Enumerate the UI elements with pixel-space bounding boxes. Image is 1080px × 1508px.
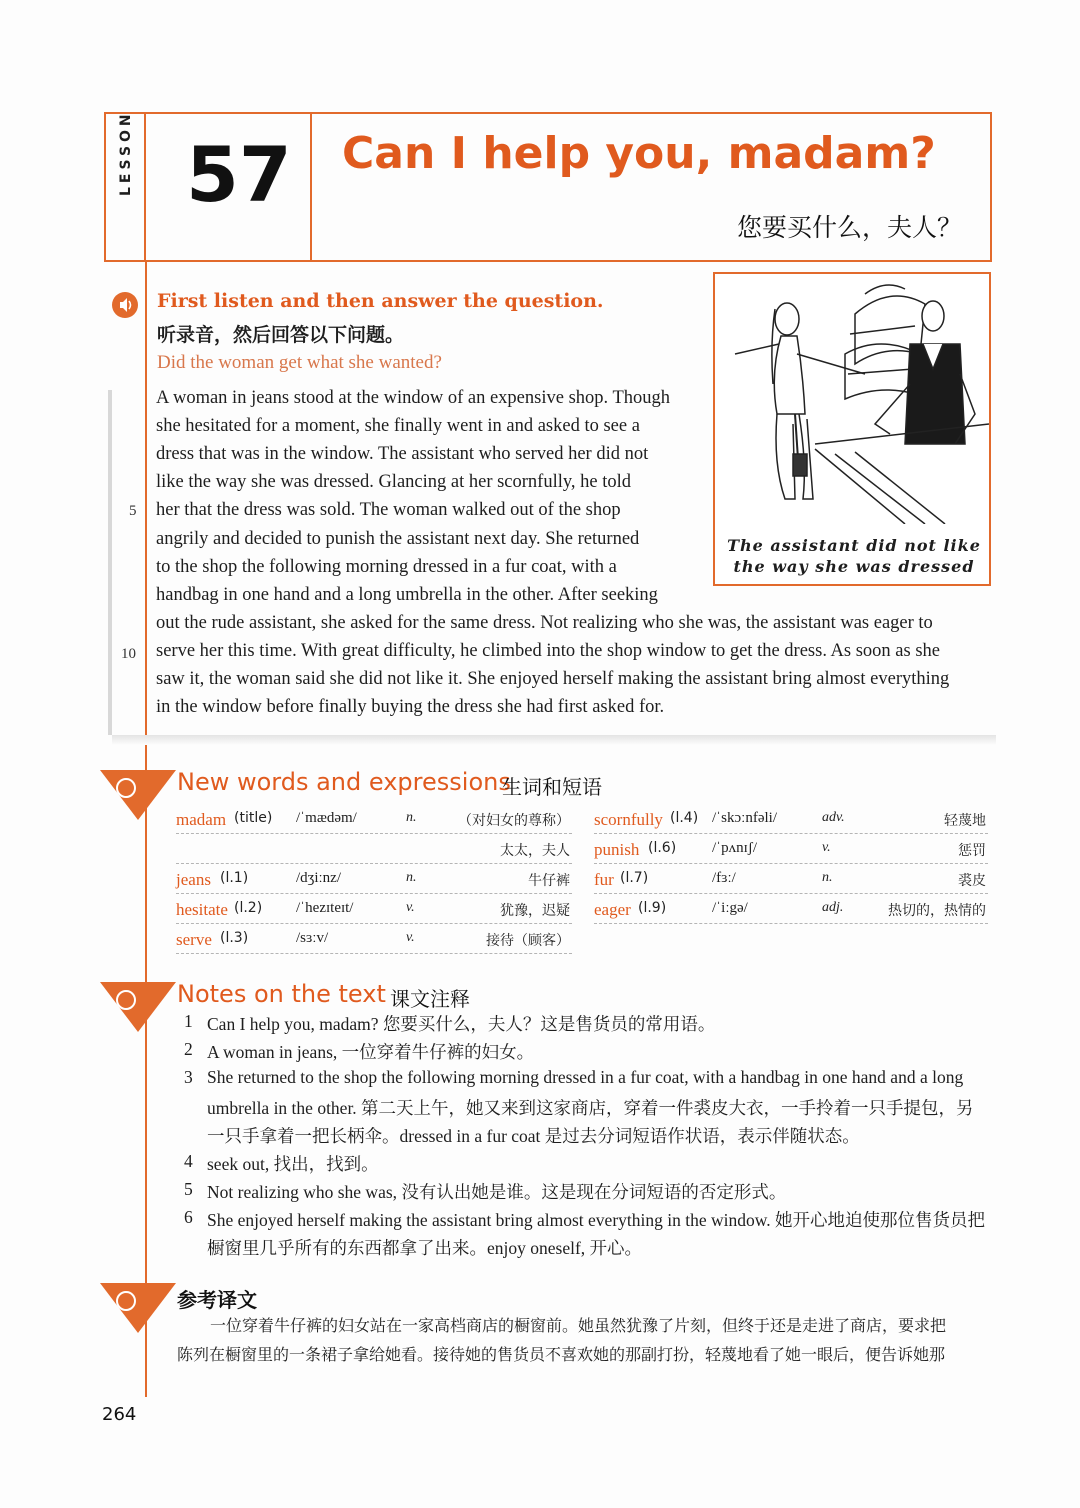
note-line: She returned to the shop the following morning dressed in a fur coat, with a handbag in one hand and a long bbox=[207, 1067, 964, 1087]
note-line: Not realizing who she was, 没有认出她是谁。这是现在分词短语的否定形式。 bbox=[207, 1182, 787, 1202]
cartoon-drawing bbox=[715, 274, 989, 524]
passage-line: A woman in jeans stood at the window of an expensive shop. Though bbox=[156, 388, 670, 408]
vocab-meaning: 犹豫，迟疑 bbox=[500, 903, 570, 919]
passage-line: to the shop the following morning dressed in a fur coat, with a bbox=[156, 557, 617, 577]
passage-line: she hesitated for a moment, she finally went in and asked to see a bbox=[156, 416, 640, 436]
passage-line: dress that was in the window. The assistant who served her did not bbox=[156, 444, 649, 464]
passage-line: handbag in one hand and a long umbrella in the other. After seeking bbox=[156, 585, 658, 605]
vocab-location: (l.7) bbox=[620, 870, 649, 886]
vocab-location: (l.3) bbox=[220, 930, 249, 946]
section-marker bbox=[100, 770, 176, 820]
vocab-location: (l.4) bbox=[670, 810, 699, 826]
passage-line: serve her this time. With great difficulty, he climbed into the shop window to get the dress. As soon as she bbox=[156, 641, 941, 661]
note-number: 2 bbox=[184, 1039, 193, 1059]
note-number: 6 bbox=[184, 1207, 193, 1227]
pen-icon bbox=[116, 990, 136, 1010]
line-number: 10 bbox=[121, 646, 136, 662]
vocab-word: fur bbox=[594, 870, 614, 889]
listen-instruction: First listen and then answer the question. bbox=[157, 290, 604, 312]
vocab-row bbox=[594, 896, 988, 924]
vocab-word: serve bbox=[176, 930, 212, 949]
note-line: A woman in jeans, 一位穿着牛仔裤的妇女。 bbox=[207, 1042, 535, 1062]
vocab-pos: adv. bbox=[822, 810, 845, 825]
vocab-location: (l.6) bbox=[648, 840, 677, 856]
passage-line: angrily and decided to punish the assistant next day. She returned bbox=[156, 529, 640, 549]
translation-line: 一位穿着牛仔裤的妇女站在一家高档商店的橱窗前。她虽然犹豫了片刻，但终于还是走进了商店，要求把 bbox=[210, 1316, 947, 1335]
vocab-pron: /ˈskɔːnfəli/ bbox=[712, 810, 777, 826]
vocab-heading-cn: 生词和短语 bbox=[502, 775, 602, 799]
notes-heading-cn: 课文注释 bbox=[390, 987, 470, 1011]
vocab-word: hesitate bbox=[176, 900, 228, 919]
listen-instruction-cn: 听录音，然后回答以下问题。 bbox=[157, 324, 405, 346]
section-marker bbox=[100, 982, 176, 1032]
lesson-label: LESSON bbox=[118, 110, 134, 196]
vocab-location: (title) bbox=[234, 810, 273, 826]
lightbulb-icon bbox=[116, 778, 136, 798]
note-line: Can I help you, madam? 您要买什么，夫人？这是售货员的常用语。 bbox=[207, 1014, 716, 1034]
vocab-row bbox=[176, 926, 572, 954]
vocab-pron: /dʒiːnz/ bbox=[296, 870, 341, 886]
line-number: 5 bbox=[129, 503, 137, 519]
note-number: 4 bbox=[184, 1151, 193, 1171]
vocab-heading: New words and expressions bbox=[177, 768, 511, 796]
margin-rule bbox=[145, 262, 147, 1397]
vocab-row bbox=[176, 806, 572, 834]
note-number: 1 bbox=[184, 1011, 193, 1031]
passage-line: like the way she was dressed. Glancing at her scornfully, he told bbox=[156, 472, 632, 492]
vocab-meaning: 太太，夫人 bbox=[500, 843, 570, 859]
note-line: 橱窗里几乎所有的东西都拿了出来。enjoy oneself, 开心。 bbox=[207, 1238, 643, 1258]
vocab-meaning: 牛仔裤 bbox=[528, 873, 570, 889]
vocab-meaning: 接待（顾客） bbox=[486, 933, 570, 949]
section-marker bbox=[100, 1283, 176, 1333]
pen-icon bbox=[116, 1291, 136, 1311]
vocab-word: jeans bbox=[176, 870, 211, 889]
passage-line: out the rude assistant, she asked for the same dress. Not realizing who she was, the assistant was eager to bbox=[156, 613, 933, 633]
page-number: 264 bbox=[102, 1404, 137, 1425]
vocab-pos: v. bbox=[822, 840, 831, 855]
audio-icon[interactable] bbox=[112, 292, 138, 318]
note-line: 一只手拿着一把长柄伞。dressed in a fur coat 是过去分词短语作状语，表示伴随状态。 bbox=[207, 1126, 860, 1146]
passage-line: in the window before finally buying the dress she had first asked for. bbox=[156, 697, 665, 717]
lesson-title: Can I help you, madam? bbox=[342, 128, 936, 179]
vocab-pos: adj. bbox=[822, 900, 844, 915]
vocab-row bbox=[594, 806, 988, 834]
vocab-meaning: 裘皮 bbox=[958, 873, 986, 889]
vocab-row bbox=[176, 896, 572, 924]
translation-line: 陈列在橱窗里的一条裙子拿给她看。接待她的售货员不喜欢她的那副打扮，轻蔑地看了她一眼后，便告诉她那 bbox=[177, 1345, 946, 1364]
vocab-meaning: 轻蔑地 bbox=[944, 813, 986, 829]
vocab-pron: /ˈpʌnɪʃ/ bbox=[712, 840, 757, 856]
vocab-location: (l.9) bbox=[638, 900, 667, 916]
note-line: seek out, 找出，找到。 bbox=[207, 1154, 379, 1174]
vocab-meaning: （对妇女的尊称） bbox=[458, 813, 570, 829]
vocab-location: (l.2) bbox=[234, 900, 263, 916]
vocab-row bbox=[594, 866, 988, 894]
lesson-title-cn: 您要买什么，夫人？ bbox=[736, 213, 962, 242]
header-divider bbox=[310, 114, 312, 260]
note-line: She enjoyed herself making the assistant bring almost everything in the window. 她开心地迫使那位售货员把 bbox=[207, 1210, 985, 1230]
vocab-pos: v. bbox=[406, 930, 415, 945]
note-number: 5 bbox=[184, 1179, 193, 1199]
note-line: umbrella in the other. 第二天上午，她又来到这家商店，穿着一件裘皮大衣，一手拎着一只手提包，另 bbox=[207, 1098, 974, 1118]
vocab-row bbox=[594, 836, 988, 864]
note-number: 3 bbox=[184, 1067, 193, 1087]
vocab-pron: /ˈhezɪteɪt/ bbox=[296, 900, 354, 916]
vocab-pron: /ˈiːgə/ bbox=[712, 900, 748, 916]
vocab-meaning: 惩罚 bbox=[958, 843, 986, 859]
vocab-word: eager bbox=[594, 900, 631, 919]
vocab-pos: n. bbox=[406, 870, 417, 885]
notes-heading: Notes on the text bbox=[177, 980, 386, 1008]
passage-line: saw it, the woman said she did not like it. She enjoyed herself making the assistant bring almost everything bbox=[156, 669, 950, 689]
illustration-caption-line: The assistant did not like bbox=[727, 536, 981, 555]
illustration-caption-line: the way she was dressed bbox=[733, 557, 975, 576]
passage-line: her that the dress was sold. The woman walked out of the shop bbox=[156, 500, 621, 520]
vocab-word: madam bbox=[176, 810, 227, 829]
vocab-word: punish bbox=[594, 840, 640, 859]
vocab-pron: /fɜː/ bbox=[712, 870, 736, 886]
vocab-row bbox=[176, 866, 572, 894]
lesson-tab bbox=[106, 110, 146, 260]
vocab-location: (l.1) bbox=[220, 870, 249, 886]
vocab-meaning: 热切的，热情的 bbox=[888, 903, 986, 919]
illustration bbox=[713, 272, 991, 586]
translation-heading: 参考译文 bbox=[177, 1288, 257, 1312]
comprehension-question: Did the woman get what she wanted? bbox=[157, 352, 442, 373]
vocab-pos: v. bbox=[406, 900, 415, 915]
vocab-word: scornfully bbox=[594, 810, 663, 829]
vocab-row bbox=[176, 836, 572, 864]
vocab-pos: n. bbox=[822, 870, 833, 885]
lesson-header bbox=[104, 112, 992, 262]
vocab-pron: /sɜːv/ bbox=[296, 930, 329, 946]
passage-shadow bbox=[112, 735, 996, 745]
vocab-pos: n. bbox=[406, 810, 417, 825]
lesson-number: 57 bbox=[186, 130, 292, 219]
vocab-pron: /ˈmædəm/ bbox=[296, 810, 357, 826]
passage-side-bar bbox=[108, 390, 112, 735]
